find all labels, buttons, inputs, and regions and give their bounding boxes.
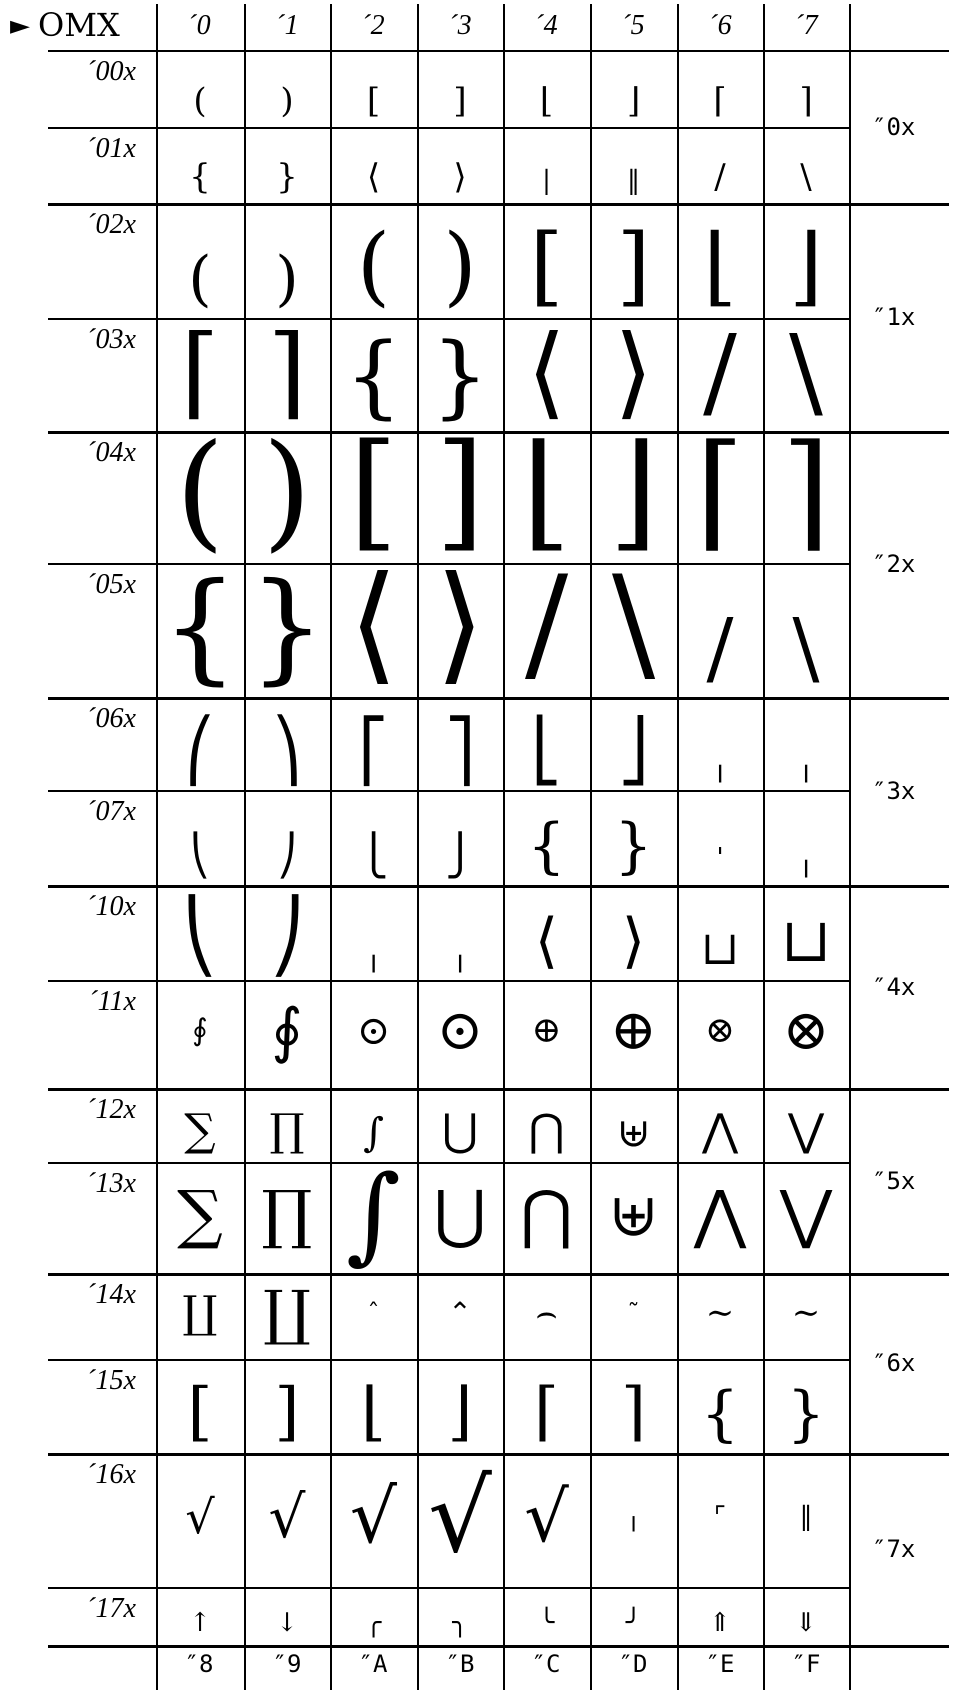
- glyph-cell: ]: [274, 1375, 300, 1449]
- glyph-cell: ╮: [452, 1608, 468, 1638]
- group-label: ″7x: [872, 1535, 916, 1563]
- glyph-cell: ˆ: [367, 1299, 380, 1327]
- glyph-cell: ⎩: [358, 833, 389, 879]
- group-rule: [48, 1645, 949, 1648]
- glyph-cell: ˈ: [715, 843, 725, 878]
- glyph-cell: ⎦: [618, 716, 649, 786]
- glyph-cell: ⋂: [528, 1105, 565, 1156]
- row-label: ´11x: [88, 986, 136, 1017]
- row-label: ´05x: [86, 569, 136, 600]
- glyph-cell: ⌉: [621, 1375, 646, 1449]
- group-label: ″2x: [872, 550, 916, 578]
- glyph-cell: ⌈: [180, 321, 220, 428]
- group-label: ″0x: [872, 112, 916, 141]
- glyph-cell: ∏: [261, 1177, 313, 1252]
- glyph-cell: (: [188, 244, 212, 314]
- glyph-cell: ╭: [365, 1608, 382, 1638]
- glyph-cell: √: [428, 1458, 492, 1575]
- glyph-cell: ⟩: [453, 157, 467, 197]
- glyph-cell: ⊎: [616, 1110, 651, 1156]
- glyph-cell: ): [262, 434, 312, 560]
- glyph-cell: ⎣: [531, 716, 562, 786]
- glyph-cell: ⊙: [356, 1008, 391, 1054]
- bottom-column-header: ″D: [618, 1650, 648, 1678]
- glyph-cell: ⎤: [445, 716, 475, 786]
- glyph-cell: ⋁: [787, 1105, 825, 1156]
- glyph-cell: ]: [616, 216, 651, 315]
- row-label: ´04x: [86, 437, 136, 468]
- glyph-cell: ∼: [705, 1293, 735, 1333]
- bottom-column-header: ″A: [358, 1650, 388, 1678]
- glyph-cell: ⌢: [535, 1293, 558, 1333]
- glyph-cell: ⇑: [709, 1608, 731, 1638]
- glyph-cell: ‖: [627, 166, 640, 196]
- glyph-cell: ⎝: [190, 833, 210, 879]
- glyph-cell: {: [189, 157, 211, 197]
- glyph-cell: ∫: [346, 1165, 401, 1270]
- glyph-cell: \: [792, 601, 820, 694]
- group-label: ″3x: [872, 777, 916, 805]
- bottom-column-header: ″E: [705, 1650, 735, 1678]
- glyph-cell: ⌋: [447, 1375, 473, 1449]
- glyph-cell: ╰: [538, 1608, 555, 1638]
- glyph-cell: {: [527, 811, 566, 881]
- row-label: ´06x: [86, 703, 136, 734]
- glyph-cell: ⌉: [781, 434, 831, 560]
- glyph-cell: ⎭: [445, 833, 475, 879]
- glyph-cell: ⎡: [358, 716, 389, 786]
- glyph-cell: /: [714, 157, 726, 197]
- glyph-cell: [: [348, 434, 399, 560]
- bottom-column-header: ″F: [791, 1650, 821, 1678]
- glyph-cell: ⋃: [433, 1177, 487, 1252]
- glyph-cell: ⊎: [608, 1179, 659, 1250]
- glyph-cell: ⟩: [613, 321, 653, 428]
- row-rule: [48, 1162, 849, 1164]
- glyph-cell: ∐: [182, 1287, 218, 1338]
- column-header: ´3: [448, 10, 472, 41]
- glyph-cell: ⌊: [703, 216, 737, 315]
- glyph-cell: ⎞: [272, 716, 302, 786]
- row-rule: [48, 1359, 849, 1361]
- row-label: ´01x: [86, 133, 136, 164]
- column-header: ´2: [361, 10, 385, 41]
- glyph-cell: ]: [453, 81, 467, 121]
- column-header: ´7: [794, 10, 818, 41]
- glyph-cell: ⎠: [269, 895, 305, 977]
- glyph-cell: ): [275, 244, 299, 314]
- glyph-cell: ⋃: [441, 1105, 479, 1156]
- glyph-cell: ⊗: [782, 998, 830, 1063]
- glyph-cell: ⟩: [621, 906, 646, 976]
- glyph-cell: ⌜: [713, 1502, 727, 1532]
- glyph-cell: /: [703, 321, 737, 428]
- row-label: ´00x: [86, 56, 136, 87]
- row-label: ´03x: [86, 324, 136, 355]
- row-label: ´14x: [86, 1279, 136, 1310]
- glyph-cell: ╷: [625, 1502, 642, 1532]
- triangle-marker-icon: ►: [10, 11, 30, 41]
- glyph-cell: ⌊: [361, 1375, 386, 1449]
- glyph-cell: |: [542, 166, 551, 196]
- glyph-cell: ⋂: [520, 1177, 573, 1252]
- glyph-cell: ╷: [710, 748, 730, 783]
- glyph-cell: ⌈: [713, 81, 727, 121]
- glyph-cell: ⎛: [185, 716, 215, 786]
- glyph-cell: /: [524, 566, 569, 694]
- glyph-cell: ∫: [363, 1110, 384, 1156]
- glyph-cell: ∼: [791, 1293, 821, 1333]
- glyph-cell: ⊕: [610, 998, 657, 1063]
- glyph-cell: ⌉: [799, 81, 813, 121]
- glyph-cell: ⟨: [534, 906, 559, 976]
- glyph-cell: √: [349, 1474, 398, 1560]
- glyph-cell: ⋀: [701, 1105, 739, 1156]
- bottom-column-header: ″B: [445, 1650, 475, 1678]
- glyph-cell: [: [187, 1375, 213, 1449]
- glyph-cell: ⌉: [267, 321, 307, 428]
- glyph-cell: ⌋: [608, 434, 659, 560]
- glyph-cell: }: [276, 157, 298, 197]
- glyph-cell: ⋁: [779, 1177, 833, 1252]
- glyph-cell: \: [611, 566, 656, 694]
- column-header: ´0: [187, 10, 211, 41]
- glyph-cell: ⊙: [436, 998, 484, 1063]
- glyph-cell: [: [366, 81, 381, 121]
- row-rule: [48, 127, 849, 129]
- glyph-cell: ↑: [189, 1608, 211, 1638]
- glyph-cell: ⌈: [695, 434, 745, 560]
- glyph-cell: ⟨: [366, 157, 381, 197]
- glyph-cell: ˜: [627, 1299, 640, 1327]
- glyph-cell: ⊕: [531, 1010, 562, 1051]
- glyph-cell: ‖: [799, 1502, 813, 1532]
- glyph-cell: }: [248, 566, 326, 694]
- row-label: ´17x: [86, 1593, 136, 1624]
- glyph-cell: ⌋: [789, 216, 823, 315]
- glyph-cell: ⊔: [780, 906, 832, 976]
- glyph-cell: ∮: [192, 1013, 208, 1048]
- column-header: ´6: [708, 10, 732, 41]
- row-label: ´10x: [86, 891, 136, 922]
- glyph-cell: ⌈: [534, 1375, 559, 1449]
- glyph-cell: ∐: [263, 1278, 311, 1348]
- glyph-cell: (: [175, 434, 225, 560]
- glyph-cell: √: [524, 1476, 569, 1558]
- group-label: ″4x: [872, 972, 916, 1001]
- row-label: ´13x: [86, 1168, 136, 1199]
- glyph-cell: ⟩: [435, 566, 485, 694]
- row-label: ´07x: [86, 796, 136, 827]
- table-title: [10, 6, 120, 44]
- glyph-cell: (: [356, 216, 391, 315]
- glyph-cell: ⇓: [795, 1608, 817, 1638]
- glyph-cell: ⌋: [626, 81, 641, 121]
- bottom-column-header: ″9: [272, 1650, 302, 1678]
- group-label: ″6x: [872, 1349, 916, 1377]
- glyph-cell: }: [431, 324, 489, 428]
- glyph-cell: }: [614, 811, 653, 881]
- glyph-cell: ⋀: [693, 1177, 747, 1252]
- glyph-cell: ∑: [184, 1105, 216, 1156]
- glyph-cell: ⟨: [348, 566, 399, 694]
- glyph-cell: √: [268, 1483, 306, 1551]
- bottom-column-header: ″8: [184, 1650, 214, 1678]
- glyph-cell: ╯: [625, 1608, 642, 1638]
- header-rule: [48, 50, 949, 52]
- glyph-cell: ⊗: [704, 1010, 736, 1051]
- glyph-cell: ╷: [796, 843, 816, 878]
- glyph-cell: {: [161, 566, 239, 694]
- group-label: ″1x: [872, 303, 916, 331]
- glyph-cell: ╷: [364, 938, 383, 973]
- glyph-cell: ╷: [796, 748, 816, 783]
- row-label: ´02x: [86, 209, 136, 240]
- row-label: ´15x: [86, 1365, 136, 1396]
- glyph-cell: \: [800, 157, 812, 197]
- glyph-cell: √: [185, 1490, 215, 1544]
- column-header: ´5: [621, 10, 645, 41]
- glyph-cell: ∮: [271, 996, 303, 1066]
- row-rule: [48, 563, 849, 565]
- glyph-cell: \: [789, 321, 823, 428]
- glyph-cell: ↓: [276, 1608, 298, 1638]
- group-label: ″5x: [872, 1166, 916, 1195]
- glyph-cell: }: [786, 1379, 826, 1449]
- glyph-cell: ⟨: [526, 321, 566, 428]
- glyph-cell: ⌊: [521, 434, 572, 560]
- glyph-cell: /: [706, 601, 734, 694]
- glyph-cell: ): [280, 81, 294, 121]
- row-rule: [48, 1587, 849, 1589]
- glyph-cell: ]: [435, 434, 485, 560]
- glyph-cell: ⎝: [182, 895, 218, 977]
- glyph-cell: (: [193, 81, 207, 121]
- glyph-cell: ∑: [177, 1177, 223, 1252]
- column-divider: [849, 4, 851, 1690]
- row-rule: [48, 790, 849, 792]
- row-label: ´16x: [86, 1459, 136, 1490]
- column-header: ´4: [534, 10, 558, 41]
- glyph-cell: ╷: [450, 938, 470, 973]
- column-header: ´1: [275, 10, 299, 41]
- row-label: ´12x: [86, 1094, 136, 1125]
- glyph-cell: ⌃: [448, 1296, 472, 1329]
- font-name: OMX: [38, 6, 120, 44]
- row-rule: [48, 318, 849, 320]
- glyph-cell: ): [443, 216, 477, 315]
- glyph-cell: ⎠: [277, 833, 297, 879]
- glyph-cell: {: [700, 1379, 740, 1449]
- glyph-cell: ⊔: [700, 921, 740, 975]
- glyph-cell: {: [344, 324, 403, 428]
- glyph-cell: ⌊: [539, 81, 554, 121]
- glyph-cell: ∏: [269, 1105, 305, 1156]
- glyph-cell: [: [529, 216, 564, 315]
- bottom-column-header: ″C: [531, 1650, 561, 1678]
- row-rule: [48, 980, 849, 982]
